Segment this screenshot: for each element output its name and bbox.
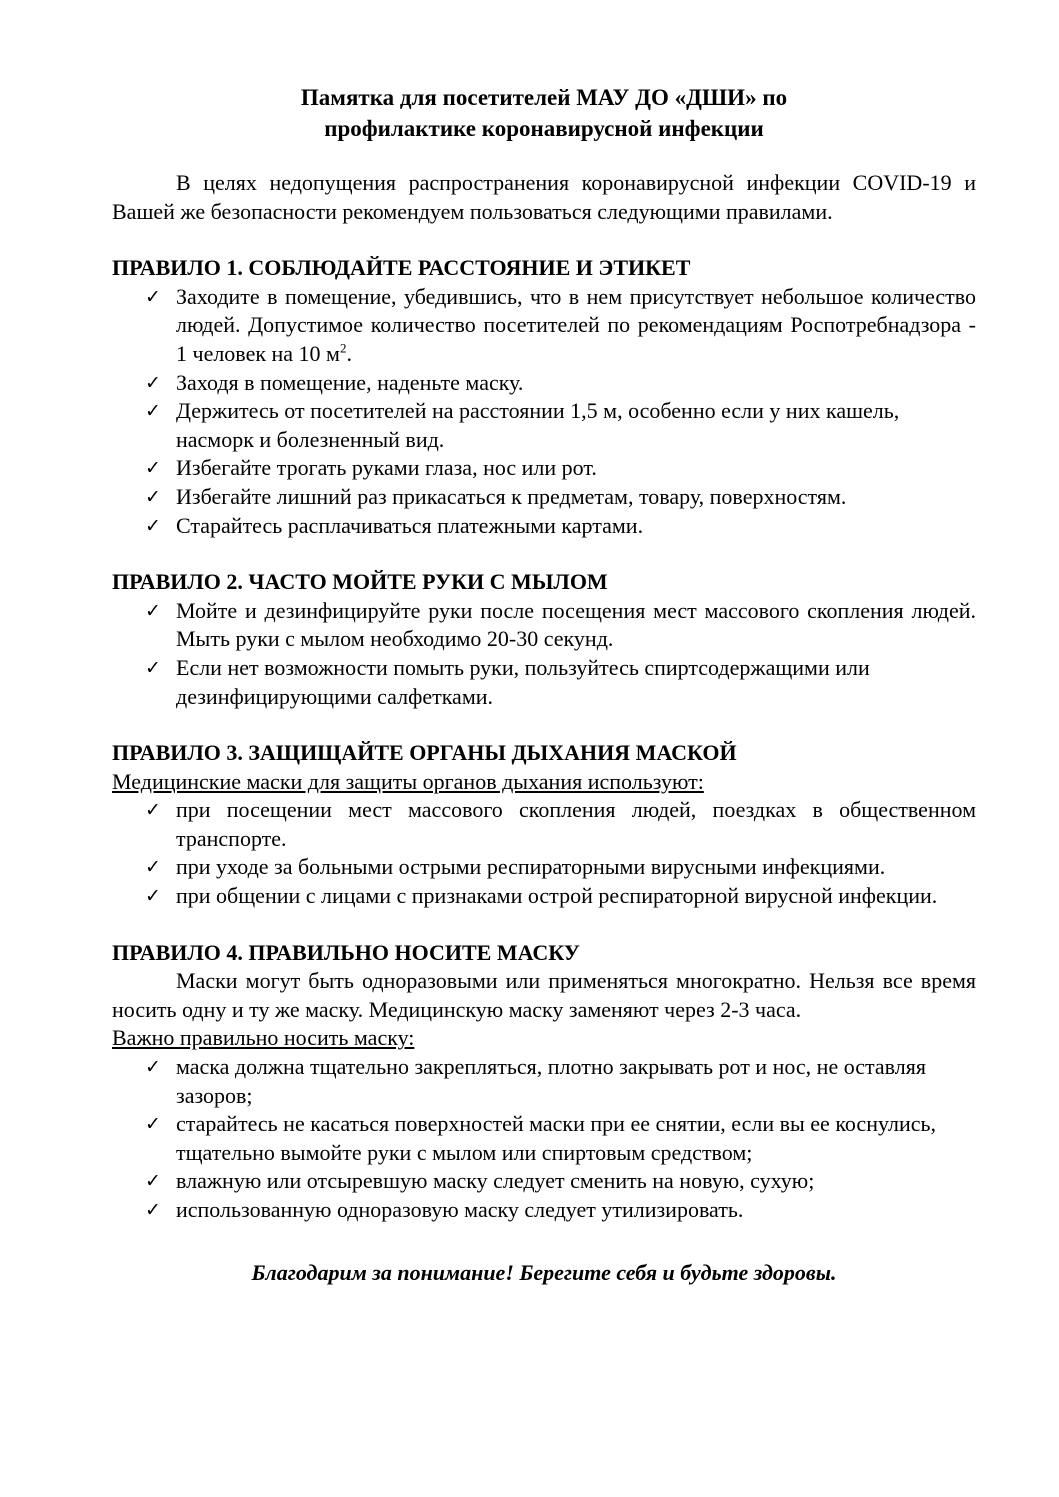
- list-item: [112, 1053, 976, 1110]
- list-item: [112, 882, 976, 911]
- checkmark-icon: ✓: [145, 1170, 161, 1193]
- rule-4-heading: ПРАВИЛО 4. ПРАВИЛЬНО НОСИТЕ МАСКУ: [112, 939, 580, 965]
- rule-3-section: [112, 739, 976, 911]
- checkmark-icon: ✓: [145, 285, 161, 308]
- checkmark-icon: ✓: [145, 400, 161, 423]
- checkmark-icon: ✓: [145, 885, 161, 908]
- rule-4-subheading: Важно правильно носить маску:: [112, 1025, 415, 1051]
- checkmark-icon: ✓: [145, 599, 161, 622]
- list-item-text: Избегайте лишний раз прикасаться к предметам, товару, поверхностям.: [176, 483, 847, 509]
- rule-2-heading: ПРАВИЛО 2. ЧАСТО МОЙТЕ РУКИ С МЫЛОМ: [112, 569, 608, 595]
- closing-message: Благодарим за понимание! Берегите себя и будьте здоровы.: [251, 1259, 837, 1285]
- checkmark-icon: ✓: [145, 371, 161, 394]
- list-item-text: [176, 283, 976, 369]
- list-item: [112, 1110, 976, 1167]
- checkmark-icon: ✓: [145, 799, 161, 822]
- list-item: [112, 1196, 976, 1225]
- checkmark-icon: ✓: [145, 856, 161, 879]
- memo-page: [112, 82, 976, 1309]
- rule-3-subheading: Медицинские маски для защиты органов дыхания используют:: [112, 768, 704, 794]
- list-item-text: маска должна тщательно закрепляться, плотно закрывать рот и нос, не оставляя зазоров;: [176, 1054, 926, 1108]
- rule-1-section: [112, 254, 976, 540]
- list-item-text: при посещении мест массового скопления людей, поездках в общественном транспорте.: [176, 797, 976, 851]
- list-item: [112, 283, 976, 369]
- checkmark-icon: ✓: [145, 1056, 161, 1079]
- checkmark-icon: ✓: [145, 1199, 161, 1221]
- checkmark-icon: ✓: [145, 457, 161, 480]
- list-item: [112, 654, 976, 711]
- superscript: 2: [339, 340, 347, 356]
- rule-4-section: [112, 939, 976, 1225]
- list-item-text: Если нет возможности помыть руки, пользуйтесь спиртсодержащими или дезинфицирующими салфетками.: [176, 654, 870, 709]
- checkmark-icon: ✓: [145, 485, 161, 508]
- list-item: [112, 597, 976, 654]
- list-item-text: при уходе за больными острыми респираторными вирусными инфекциями.: [176, 854, 886, 880]
- list-item-text: старайтесь не касаться поверхностей маски при ее снятии, если вы ее коснулись, тщательно вымойте руки с мылом или спиртовым средством;: [176, 1111, 937, 1165]
- rule-2-section: [112, 568, 976, 711]
- list-item-text: Держитесь от посетителей на расстоянии 1,5 м, особенно если у них кашель, насморк и болезненный вид.: [176, 398, 900, 452]
- list-item-text: при общении с лицами с признаками острой респираторной вирусной инфекции.: [176, 883, 938, 909]
- title-line-1: Памятка для посетителей МАУ ДО «ДШИ» по: [300, 85, 788, 110]
- list-item: [112, 1167, 976, 1196]
- checkmark-icon: ✓: [145, 514, 161, 537]
- list-item: [112, 369, 976, 398]
- list-item: [112, 853, 976, 882]
- rule-4-list: [112, 1053, 976, 1225]
- list-item-text: Мойте и дезинфицируйте руки после посещения мест массового скопления людей. Мыть руки с мылом необходимо 20-30 секунд.: [176, 597, 976, 652]
- rule-4-paragraph: Маски могут быть одноразовыми или применяться многократно. Нельзя все время носить одну и ту же маску. Медицинскую маску заменяют через 2-3 часа.: [112, 968, 976, 1022]
- list-item: [112, 454, 976, 483]
- list-item-text: Заходя в помещение, наденьте маску.: [176, 369, 524, 395]
- rule-3-heading: ПРАВИЛО 3. ЗАЩИЩАЙТЕ ОРГАНЫ ДЫХАНИЯ МАСКОЙ: [112, 740, 737, 766]
- rule-3-list: [112, 796, 976, 910]
- rule-2-list: [112, 597, 976, 711]
- list-item: [112, 796, 976, 853]
- list-item-text-main: Заходите в помещение, убедившись, что в нем присутствует небольшое количество людей. Допустимое количество посетителей по рекомендациям Роспотребнадзора - 1 человек на 10 м: [176, 283, 976, 366]
- list-item: [112, 397, 976, 454]
- checkmark-icon: ✓: [145, 656, 161, 679]
- intro-paragraph: В целях недопущения распространения коронавирусной инфекции COVID-19 и Вашей же безопасности рекомендуем пользоваться следующими правилами.: [112, 170, 976, 224]
- list-item-text: Избегайте трогать руками глаза, нос или рот.: [176, 455, 597, 481]
- list-item: [112, 483, 976, 512]
- checkmark-icon: ✓: [145, 1113, 161, 1136]
- document-title: [112, 82, 976, 144]
- list-item-text-end: .: [346, 340, 352, 366]
- list-item-text: Старайтесь расплачиваться платежными картами.: [176, 512, 644, 538]
- rule-1-heading: ПРАВИЛО 1. СОБЛЮДАЙТЕ РАССТОЯНИЕ И ЭТИКЕТ: [112, 255, 691, 281]
- rule-1-list: [112, 283, 976, 540]
- list-item-text: использованную одноразовую маску следует утилизировать.: [176, 1197, 744, 1222]
- list-item-text: влажную или отсыревшую маску следует сменить на новую, сухую;: [176, 1168, 815, 1194]
- list-item: [112, 512, 976, 541]
- title-line-2: профилактике коронавирусной инфекции: [324, 116, 764, 141]
